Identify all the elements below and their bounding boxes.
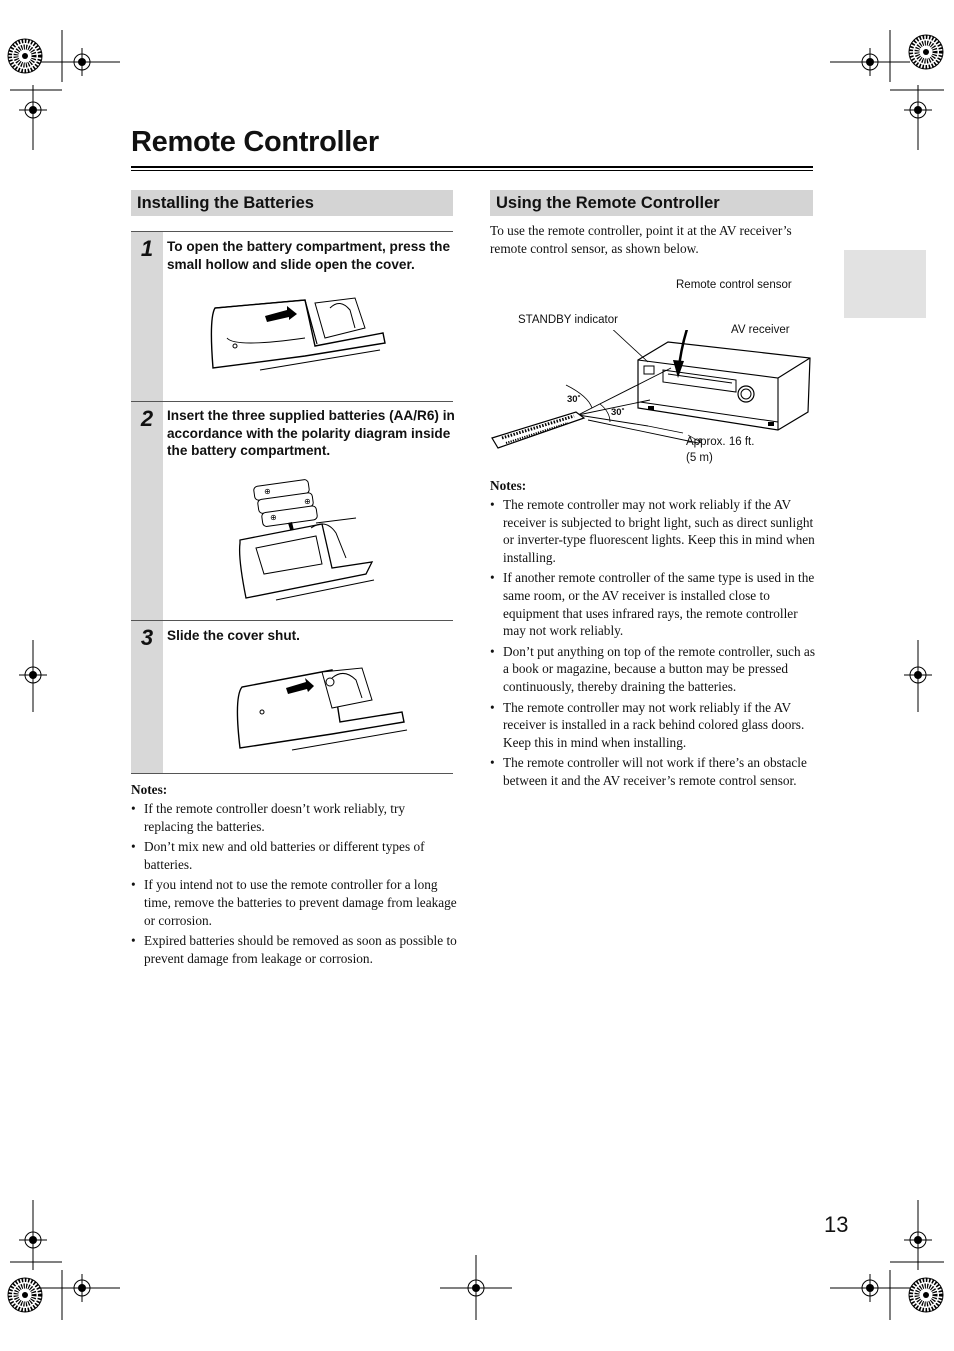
- note-item: • The remote controller will not work if there’s an obstacle between it and the AV receiver’s remote control sensor.: [490, 754, 817, 789]
- step-bar: [131, 402, 163, 620]
- note-item: • Don’t put anything on top of the remote controller, such as a book or magazine, because a button may be pressed continuously, thereby draining the batteries.: [490, 643, 817, 696]
- svg-text:⊕: ⊕: [264, 487, 271, 496]
- note-item: • Expired batteries should be removed as soon as possible to prevent damage from leakage or corrosion.: [131, 932, 457, 967]
- note-item: • The remote controller may not work reliably if the AV receiver is subjected to bright light, such as direct sunlight or inverter-type fluorescent lights. Keep this in mind when installing.: [490, 496, 817, 566]
- installing-notes: [131, 782, 457, 970]
- notes-heading: Notes:: [490, 478, 527, 493]
- angle-label: 30˚: [611, 407, 625, 418]
- step-number: 1: [140, 236, 154, 261]
- note-item: • Don’t mix new and old batteries or different types of batteries.: [131, 838, 457, 873]
- page-number: 13: [824, 1212, 849, 1237]
- step-divider: [131, 620, 453, 621]
- distance-label: Approx. 16 ft.: [686, 436, 755, 448]
- title-rule: [131, 166, 813, 168]
- sensor-label: Remote control sensor: [676, 279, 792, 291]
- svg-text:⊕: ⊕: [304, 497, 311, 506]
- step-divider: [131, 401, 453, 402]
- svg-text:⊕: ⊕: [270, 513, 277, 522]
- step-bar: [131, 621, 163, 773]
- step-number: 2: [140, 406, 154, 431]
- section-heading-installing: Installing the Batteries: [131, 190, 453, 216]
- using-intro: To use the remote controller, point it at the AV receiver’s remote control sensor, as shown below.: [490, 223, 792, 256]
- step-bar: [131, 232, 163, 401]
- step-1-text: To open the battery compartment, press the small hollow and slide open the cover.: [167, 239, 450, 272]
- receiver-label: AV receiver: [731, 324, 790, 336]
- section-heading-using: Using the Remote Controller: [490, 190, 813, 216]
- notes-heading: Notes:: [131, 782, 168, 797]
- step-divider: [131, 231, 453, 232]
- angle-label: 30˚: [567, 394, 581, 405]
- note-item: • If you intend not to use the remote controller for a long time, remove the batteries to prevent damage from leakage or corrosion.: [131, 876, 457, 929]
- open-cover-illustration: [205, 288, 390, 380]
- title-rule-thin: [131, 170, 813, 171]
- insert-batteries-illustration: [236, 478, 376, 606]
- side-tab: [844, 250, 926, 318]
- remote-range-diagram: [488, 330, 818, 455]
- page-title: Remote Controller: [131, 126, 379, 158]
- step-number: 3: [140, 625, 154, 650]
- step-3-text: Slide the cover shut.: [167, 628, 300, 643]
- note-item: • The remote controller may not work reliably if the AV receiver is installed in a rack behind colored glass doors. Keep this in mind when installing.: [490, 699, 817, 752]
- note-item: • If another remote controller of the same type is used in the same room, or the AV receiver is installed close to equipment that uses infrared rays, the remote controller may not work reliably.: [490, 569, 817, 639]
- distance-label: (5 m): [686, 452, 713, 464]
- step-2-text: Insert the three supplied batteries (AA/R6) in accordance with the polarity diagram inside the battery compartment.: [167, 408, 455, 458]
- step-divider: [131, 773, 453, 774]
- using-notes: [490, 478, 817, 793]
- close-cover-illustration: [232, 662, 412, 754]
- standby-label: STANDBY indicator: [518, 314, 618, 326]
- note-item: • If the remote controller doesn’t work reliably, try replacing the batteries.: [131, 800, 457, 835]
